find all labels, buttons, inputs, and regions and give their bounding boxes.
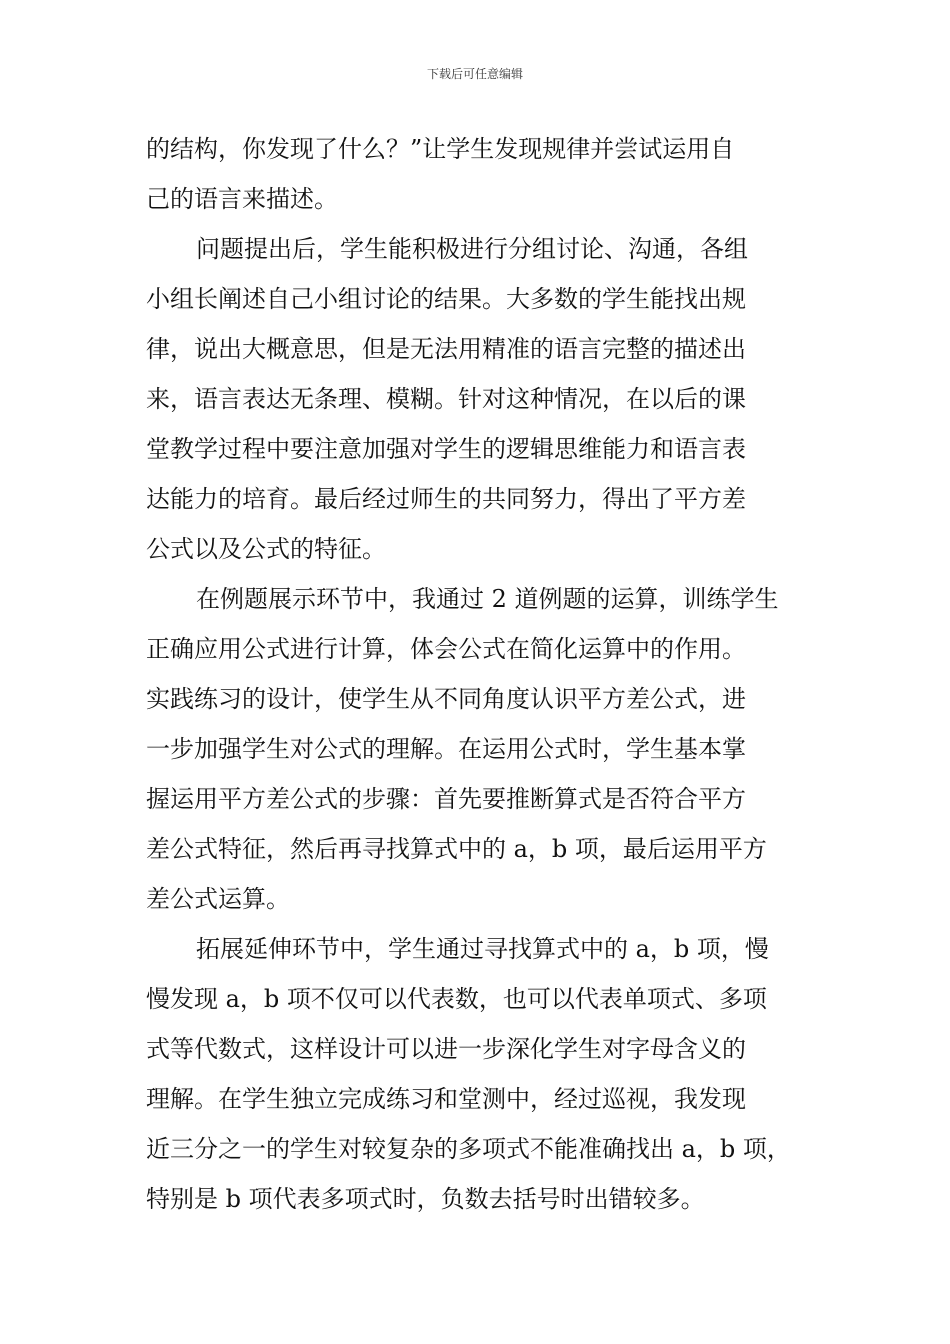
text-line: 律，说出大概意思，但是无法用精准的语言完整的描述出 (146, 335, 746, 363)
text-line: 堂教学过程中要注意加强对学生的逻辑思维能力和语言表 (146, 435, 746, 463)
page-header: 下载后可任意编辑 (426, 67, 523, 81)
text-line: 的结构，你发现了什么？”让学生发现规律并尝试运用自 (146, 135, 735, 163)
text-line: 一步加强学生对公式的理解。在运用公式时，学生基本掌 (146, 735, 746, 763)
paragraph-first-line: 拓展延伸环节中，学生通过寻找算式中的 a，b 项，慢 (196, 935, 769, 963)
text-line: 理解。在学生独立完成练习和堂测中，经过巡视，我发现 (146, 1085, 746, 1113)
text-line: 差公式特征，然后再寻找算式中的 a，b 项，最后运用平方 (146, 835, 767, 863)
text-line: 小组长阐述自己小组讨论的结果。大多数的学生能找出规 (146, 285, 746, 313)
text-line: 实践练习的设计，使学生从不同角度认识平方差公式，进 (146, 685, 746, 713)
text-line: 公式以及公式的特征。 (146, 535, 386, 563)
text-line: 式等代数式，这样设计可以进一步深化学生对字母含义的 (146, 1035, 746, 1063)
text-line: 己的语言来描述。 (146, 185, 338, 213)
text-line: 近三分之一的学生对较复杂的多项式不能准确找出 a，b 项， (146, 1135, 791, 1163)
text-line: 差公式运算。 (146, 885, 290, 913)
text-line: 达能力的培育。最后经过师生的共同努力，得出了平方差 (146, 485, 746, 513)
text-line: 特别是 b 项代表多项式时，负数去括号时出错较多。 (146, 1185, 705, 1213)
paragraph-first-line: 问题提出后，学生能积极进行分组讨论、沟通，各组 (196, 235, 748, 263)
text-line: 正确应用公式进行计算，体会公式在简化运算中的作用。 (146, 635, 746, 663)
text-line: 慢发现 a，b 项不仅可以代表数，也可以代表单项式、多项 (146, 985, 767, 1013)
paragraph-first-line: 在例题展示环节中，我通过 2 道例题的运算，训练学生 (196, 585, 779, 613)
text-line: 来，语言表达无条理、模糊。针对这种情况，在以后的课 (146, 385, 746, 413)
text-line: 握运用平方差公式的步骤：首先要推断算式是否符合平方 (146, 785, 746, 813)
